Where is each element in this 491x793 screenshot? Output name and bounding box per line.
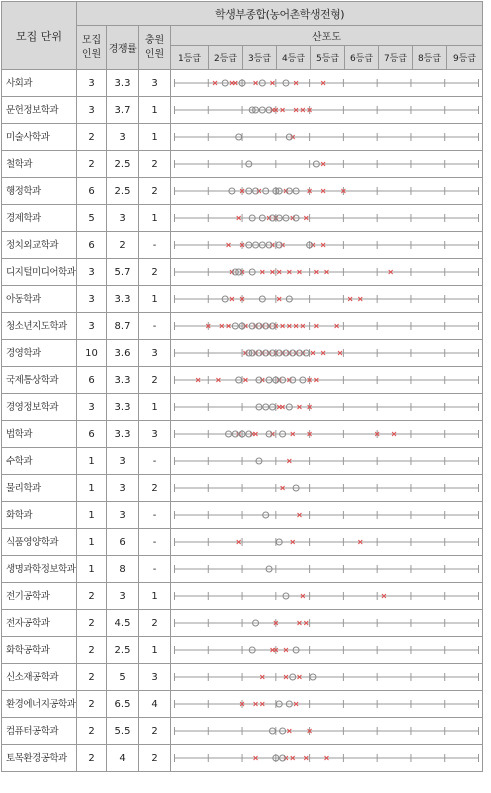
unit-cell: 디지털미디어학과 <box>2 259 77 286</box>
ratio-cell: 3 <box>107 502 139 529</box>
quota-cell: 1 <box>77 448 107 475</box>
scatter-cell <box>171 556 483 583</box>
extra-cell: - <box>139 448 171 475</box>
quota-cell: 1 <box>77 502 107 529</box>
scatter-cell <box>171 718 483 745</box>
extra-cell: 4 <box>139 691 171 718</box>
ratio-cell: 3.3 <box>107 394 139 421</box>
ratio-cell: 4 <box>107 745 139 772</box>
ratio-cell: 8 <box>107 556 139 583</box>
table-row <box>2 637 483 664</box>
quota-column-header: 모집 인원 <box>77 26 107 70</box>
extra-cell: 1 <box>139 583 171 610</box>
unit-cell: 법학과 <box>2 421 77 448</box>
ratio-cell: 3 <box>107 124 139 151</box>
scatter-cell <box>171 259 483 286</box>
table-row <box>2 502 483 529</box>
unit-cell: 화학과 <box>2 502 77 529</box>
scatter-cell <box>171 421 483 448</box>
grade-header-7: 7등급 <box>379 46 413 70</box>
grade-header-1: 1등급 <box>171 46 209 70</box>
table-row <box>2 205 483 232</box>
extra-cell: 2 <box>139 745 171 772</box>
table-row <box>2 529 483 556</box>
scatter-cell <box>171 448 483 475</box>
unit-cell: 경제학과 <box>2 205 77 232</box>
unit-cell: 컴퓨터공학과 <box>2 718 77 745</box>
scatter-cell <box>171 70 483 97</box>
scatter-cell <box>171 610 483 637</box>
table-row <box>2 691 483 718</box>
ratio-cell: 3.3 <box>107 421 139 448</box>
scatter-cell <box>171 502 483 529</box>
grade-header-8: 8등급 <box>413 46 447 70</box>
quota-cell: 6 <box>77 367 107 394</box>
extra-cell: 2 <box>139 610 171 637</box>
quota-cell: 2 <box>77 151 107 178</box>
scatter-cell <box>171 232 483 259</box>
scatter-cell <box>171 691 483 718</box>
unit-cell: 아동학과 <box>2 286 77 313</box>
scatter-cell <box>171 637 483 664</box>
group-title: 학생부종합(농어촌학생전형) <box>77 2 483 26</box>
admission-table <box>1 1 483 772</box>
ratio-cell: 5.7 <box>107 259 139 286</box>
scatter-cell <box>171 286 483 313</box>
ratio-cell: 6 <box>107 529 139 556</box>
scatter-cell <box>171 205 483 232</box>
ratio-cell: 5.5 <box>107 718 139 745</box>
grade-header-5: 5등급 <box>311 46 345 70</box>
ratio-cell: 5 <box>107 664 139 691</box>
unit-cell: 미술사학과 <box>2 124 77 151</box>
ratio-cell: 3.3 <box>107 286 139 313</box>
unit-cell: 환경에너지공학과 <box>2 691 77 718</box>
table-row <box>2 178 483 205</box>
ratio-cell: 6.5 <box>107 691 139 718</box>
quota-cell: 2 <box>77 691 107 718</box>
scatter-cell <box>171 475 483 502</box>
table-row <box>2 286 483 313</box>
extra-cell: - <box>139 556 171 583</box>
extra-cell: 3 <box>139 664 171 691</box>
scatter-cell <box>171 745 483 772</box>
scatter-cell <box>171 178 483 205</box>
quota-cell: 2 <box>77 745 107 772</box>
quota-cell: 1 <box>77 556 107 583</box>
table-row <box>2 583 483 610</box>
quota-cell: 10 <box>77 340 107 367</box>
ratio-cell: 8.7 <box>107 313 139 340</box>
ratio-cell: 3 <box>107 475 139 502</box>
ratio-cell: 2.5 <box>107 637 139 664</box>
ratio-cell: 3.6 <box>107 340 139 367</box>
quota-cell: 6 <box>77 421 107 448</box>
extra-column-header: 충원 인원 <box>139 26 171 70</box>
quota-cell: 6 <box>77 178 107 205</box>
scatter-cell <box>171 367 483 394</box>
ratio-cell: 4.5 <box>107 610 139 637</box>
extra-cell: 1 <box>139 124 171 151</box>
unit-cell: 정치외교학과 <box>2 232 77 259</box>
scatter-title: 산포도 <box>171 26 483 46</box>
scatter-cell <box>171 97 483 124</box>
scatter-cell <box>171 313 483 340</box>
extra-cell: 1 <box>139 286 171 313</box>
quota-cell: 2 <box>77 718 107 745</box>
quota-cell: 3 <box>77 259 107 286</box>
quota-cell: 3 <box>77 313 107 340</box>
ratio-cell: 2 <box>107 232 139 259</box>
scatter-cell <box>171 529 483 556</box>
table-row <box>2 313 483 340</box>
table-row <box>2 745 483 772</box>
table-row <box>2 394 483 421</box>
table-row <box>2 124 483 151</box>
extra-cell: 2 <box>139 367 171 394</box>
unit-cell: 전자공학과 <box>2 610 77 637</box>
extra-cell: 3 <box>139 340 171 367</box>
unit-column-header: 모집 단위 <box>2 2 77 70</box>
ratio-cell: 3.7 <box>107 97 139 124</box>
unit-cell: 경영학과 <box>2 340 77 367</box>
quota-cell: 3 <box>77 394 107 421</box>
ratio-cell: 2.5 <box>107 151 139 178</box>
extra-cell: 2 <box>139 178 171 205</box>
grade-header-2: 2등급 <box>209 46 243 70</box>
scatter-cell <box>171 151 483 178</box>
unit-cell: 신소재공학과 <box>2 664 77 691</box>
unit-cell: 경영정보학과 <box>2 394 77 421</box>
extra-cell: 2 <box>139 718 171 745</box>
quota-cell: 2 <box>77 124 107 151</box>
unit-cell: 행정학과 <box>2 178 77 205</box>
unit-cell: 수학과 <box>2 448 77 475</box>
quota-cell: 6 <box>77 232 107 259</box>
table-row <box>2 448 483 475</box>
quota-cell: 2 <box>77 583 107 610</box>
extra-cell: - <box>139 502 171 529</box>
table-row <box>2 718 483 745</box>
extra-cell: 1 <box>139 637 171 664</box>
extra-cell: 1 <box>139 394 171 421</box>
table-row <box>2 70 483 97</box>
quota-cell: 2 <box>77 637 107 664</box>
quota-cell: 1 <box>77 529 107 556</box>
scatter-cell <box>171 394 483 421</box>
ratio-column-header: 경쟁률 <box>107 26 139 70</box>
extra-cell: 2 <box>139 475 171 502</box>
unit-cell: 청소년지도학과 <box>2 313 77 340</box>
scatter-cell <box>171 583 483 610</box>
unit-cell: 식품영양학과 <box>2 529 77 556</box>
unit-cell: 전기공학과 <box>2 583 77 610</box>
scatter-cell <box>171 664 483 691</box>
quota-cell: 3 <box>77 97 107 124</box>
ratio-cell: 3.3 <box>107 367 139 394</box>
unit-cell: 토목환경공학과 <box>2 745 77 772</box>
unit-cell: 화학공학과 <box>2 637 77 664</box>
ratio-cell: 3.3 <box>107 70 139 97</box>
scatter-cell <box>171 340 483 367</box>
grade-header-9: 9등급 <box>447 46 483 70</box>
unit-cell: 생명과학정보학과 <box>2 556 77 583</box>
grade-header-4: 4등급 <box>277 46 311 70</box>
table-row <box>2 151 483 178</box>
unit-cell: 국제통상학과 <box>2 367 77 394</box>
table-row <box>2 556 483 583</box>
table-row <box>2 664 483 691</box>
quota-cell: 3 <box>77 286 107 313</box>
extra-cell: 3 <box>139 70 171 97</box>
unit-cell: 문헌정보학과 <box>2 97 77 124</box>
table-row <box>2 367 483 394</box>
table-row <box>2 475 483 502</box>
extra-cell: 2 <box>139 151 171 178</box>
unit-cell: 물리학과 <box>2 475 77 502</box>
quota-cell: 2 <box>77 610 107 637</box>
ratio-cell: 3 <box>107 205 139 232</box>
table-row <box>2 340 483 367</box>
ratio-cell: 2.5 <box>107 178 139 205</box>
quota-cell: 5 <box>77 205 107 232</box>
table-row <box>2 259 483 286</box>
table-row <box>2 421 483 448</box>
extra-cell: 1 <box>139 205 171 232</box>
extra-cell: - <box>139 232 171 259</box>
extra-cell: 2 <box>139 259 171 286</box>
grade-header-3: 3등급 <box>243 46 277 70</box>
table-row <box>2 232 483 259</box>
extra-cell: - <box>139 313 171 340</box>
grade-header-6: 6등급 <box>345 46 379 70</box>
ratio-cell: 3 <box>107 448 139 475</box>
quota-cell: 3 <box>77 70 107 97</box>
extra-cell: - <box>139 529 171 556</box>
unit-cell: 사회과 <box>2 70 77 97</box>
quota-cell: 1 <box>77 475 107 502</box>
unit-cell: 철학과 <box>2 151 77 178</box>
extra-cell: 3 <box>139 421 171 448</box>
quota-cell: 2 <box>77 664 107 691</box>
scatter-cell <box>171 124 483 151</box>
ratio-cell: 3 <box>107 583 139 610</box>
table-row <box>2 610 483 637</box>
extra-cell: 1 <box>139 97 171 124</box>
table-row <box>2 97 483 124</box>
